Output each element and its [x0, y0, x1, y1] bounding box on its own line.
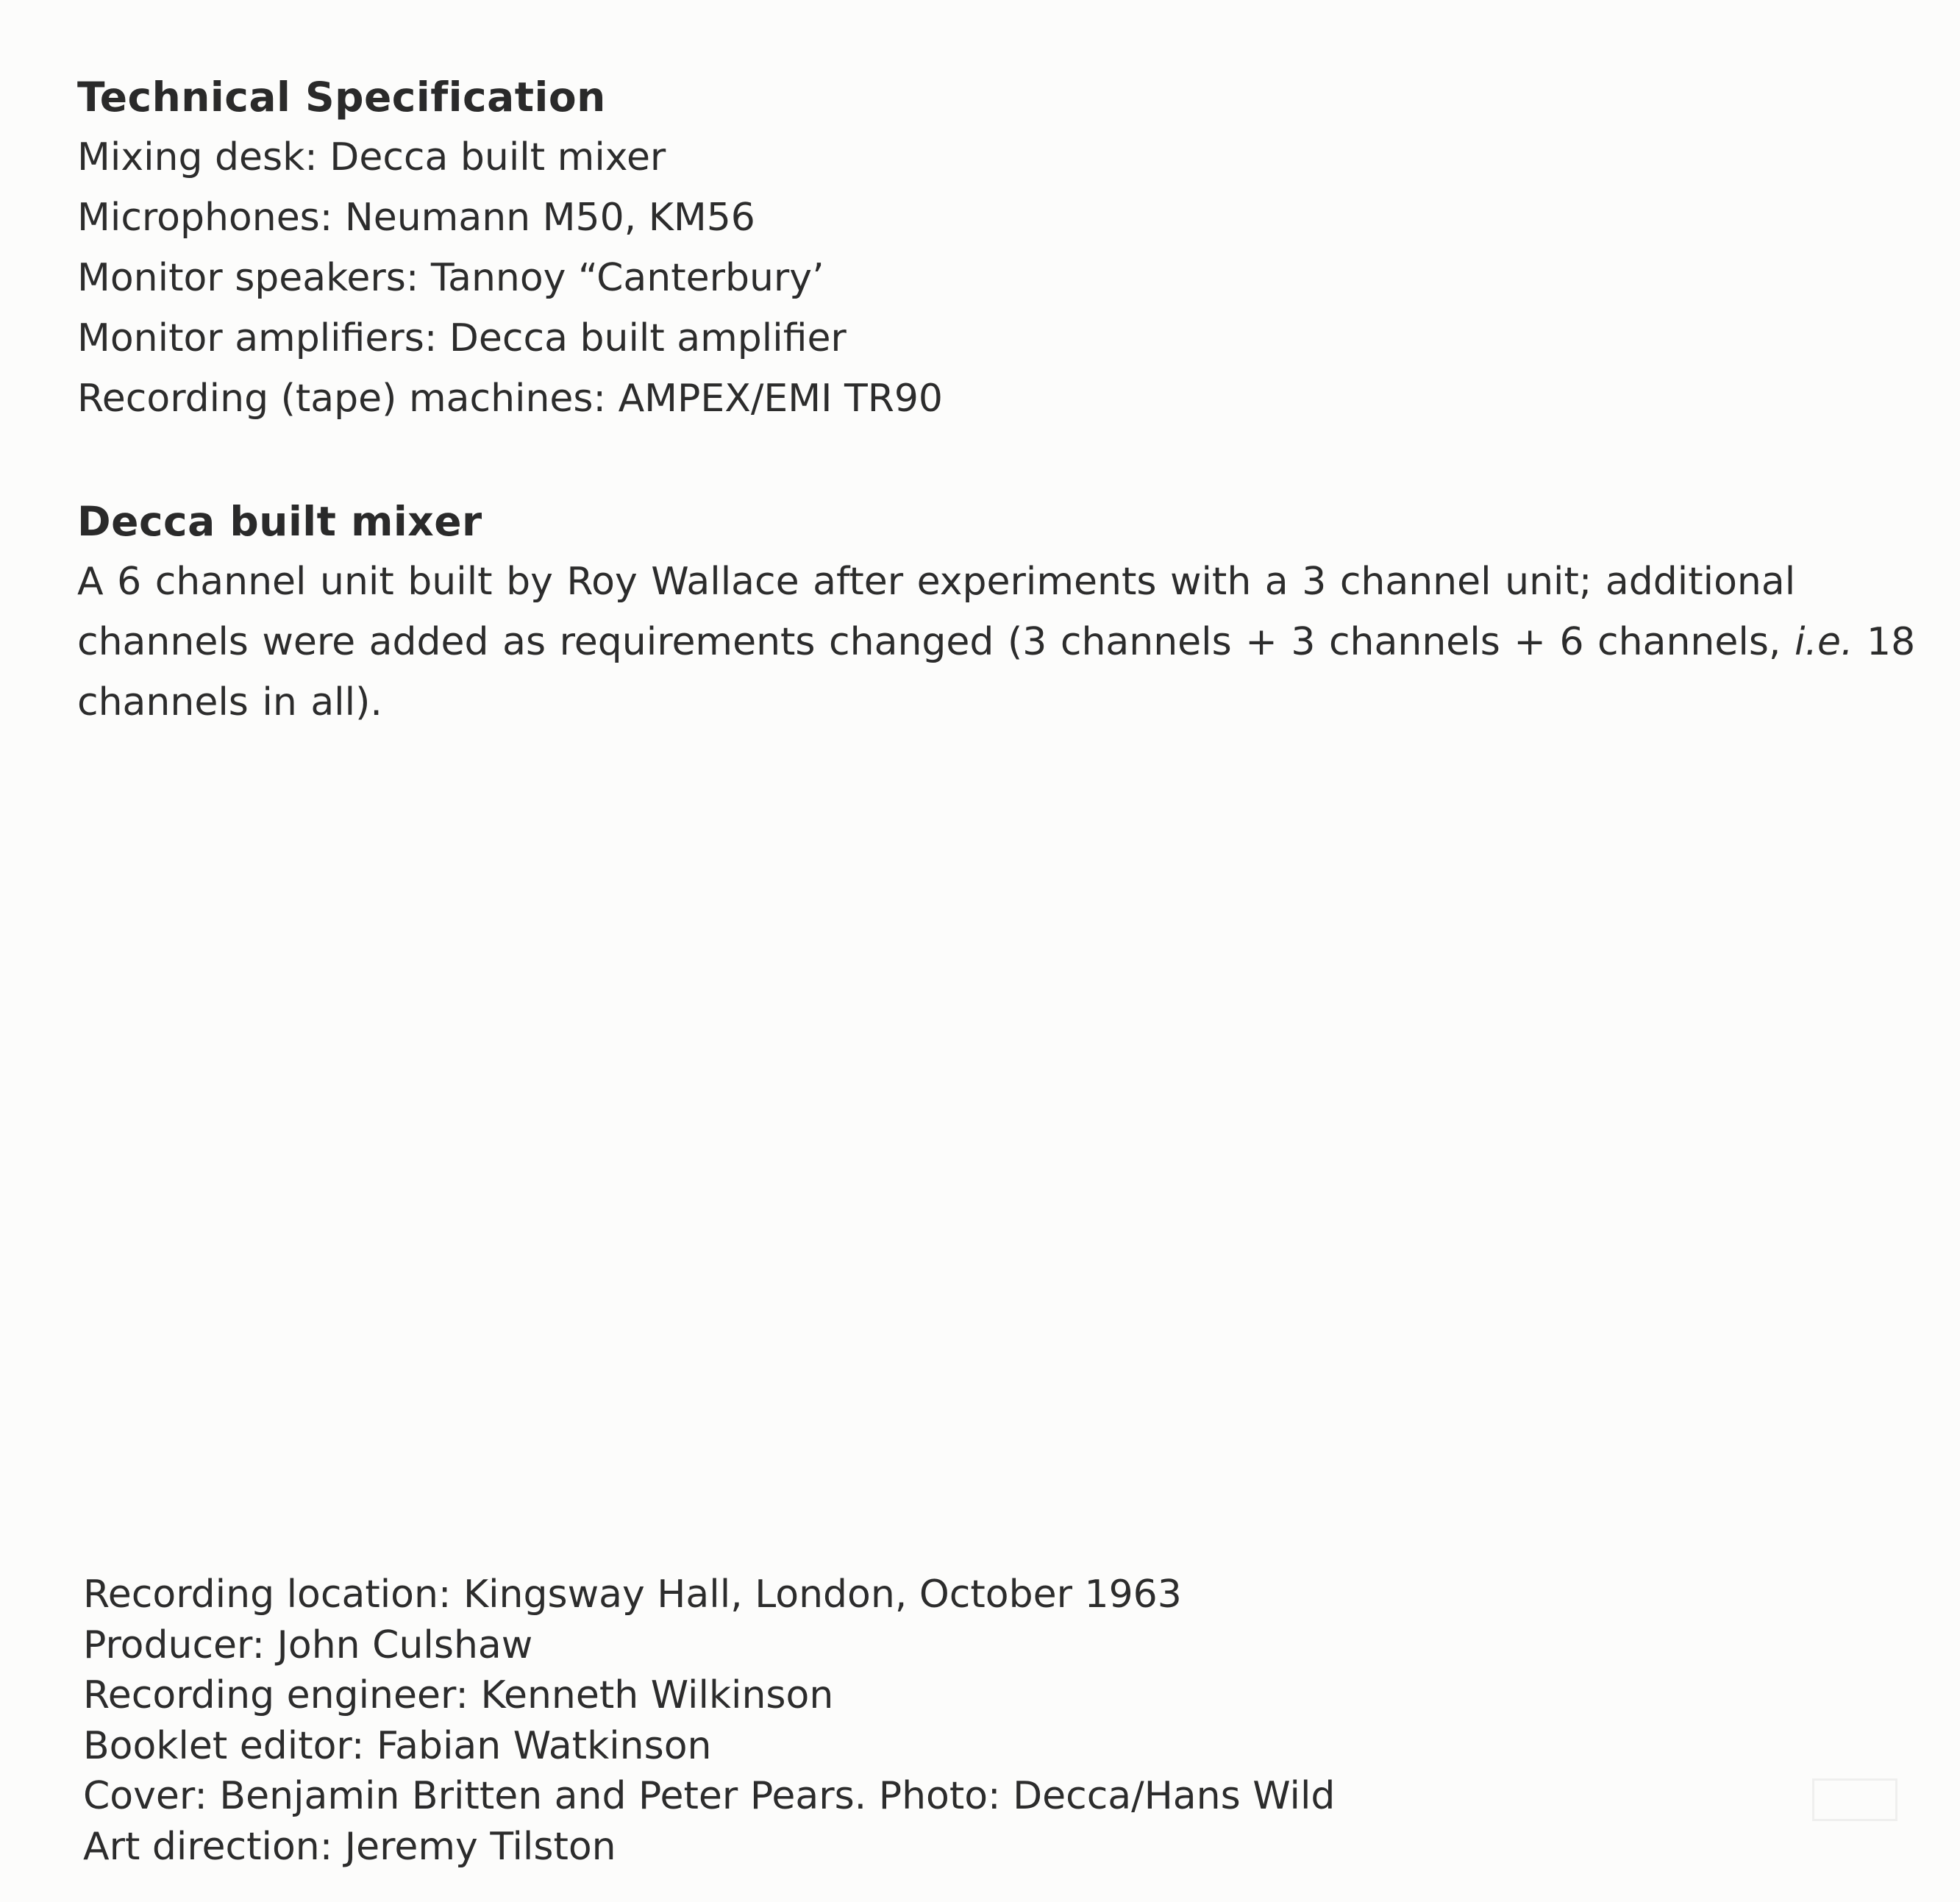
- recording-engineer-line: Recording engineer: Kenneth Wilkinson: [83, 1673, 834, 1717]
- credits-section: [83, 1570, 1335, 1872]
- decca-mixer-heading: Decca built mixer: [77, 498, 482, 545]
- description-text-end: 18 channels in all).: [77, 620, 1916, 724]
- decca-mixer-description: [77, 552, 1960, 733]
- recording-location-line: Recording location: Kingsway Hall, London, October 1963: [83, 1572, 1182, 1617]
- monitor-amplifiers-line: Monitor amplifiers: Decca built amplifier: [77, 316, 847, 360]
- producer-line: Producer: John Culshaw: [83, 1623, 533, 1667]
- mixing-desk-line: Mixing desk: Decca built mixer: [77, 135, 666, 179]
- decca-mixer-section: [77, 491, 1960, 733]
- cover-line: Cover: Benjamin Britten and Peter Pears. Photo: Decca/Hans Wild: [83, 1774, 1336, 1818]
- description-italic-abbrev: i.e.: [1794, 620, 1853, 664]
- art-direction-line: Art direction: Jeremy Tilston: [83, 1824, 616, 1869]
- show-through-mark: [1812, 1778, 1897, 1821]
- booklet-editor-line: Booklet editor: Fabian Watkinson: [83, 1723, 712, 1768]
- description-text-start: A 6 channel unit built by Roy Wallace after experiments with a 3 channel unit; additional channels were added as requirements changed (3 channels + 3 channels + 6 channels,: [77, 560, 1796, 664]
- monitor-speakers-line: Monitor speakers: Tannoy “Canterbury’: [77, 256, 824, 300]
- microphones-line: Microphones: Neumann M50, KM56: [77, 196, 755, 240]
- technical-specification-heading: Technical Specification: [77, 74, 606, 121]
- recording-machines-line: Recording (tape) machines: AMPEX/EMI TR90: [77, 377, 944, 421]
- technical-specification-section: [77, 67, 943, 429]
